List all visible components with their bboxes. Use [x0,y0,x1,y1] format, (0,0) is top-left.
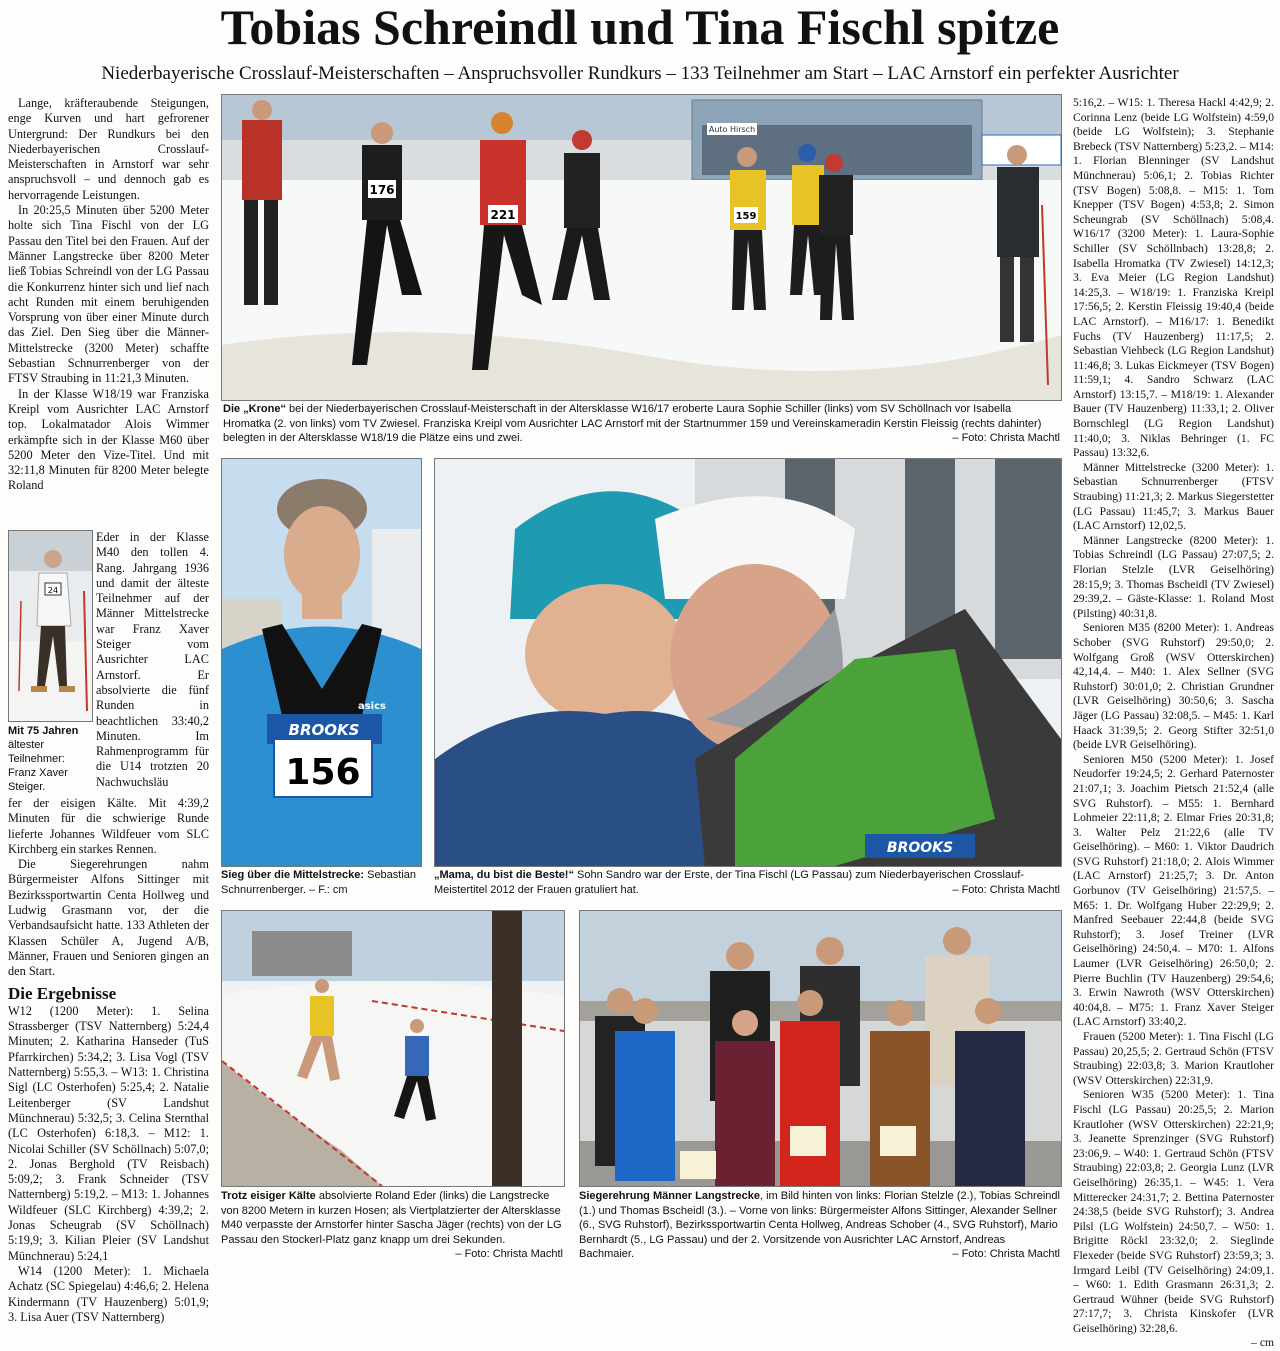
results-text: W12 (1200 Meter): 1. Selina Strassberger (TSV Natternberg) 5:24,4 Minuten; 2. Katharina Hanseder (TuS Pfarrkirchen) 5:34,2; 3. Lisa Vogl (TSV Natternberg) 5:55,3. – W13: 1. Christina Sigl (LC Osterhofen) 5:25,4; 2. Natalie Leitenberger (SV Landshut Münchnerau) 5:32,5; 3. Celina Sternthal (LC Osterhofen) 6:18,3. – M12: 1. Nicolai Schiller (SV Schöllnach) 5:07,0; 2. Jonas Berghold (TV Reisbach) 5:09,2; 3. Frank Schneider (TSV Natternberg) 5:19,2. – M13: 1. Johannes Wildfeuer (SLC Kirchberg) 4:39,2; 2. Jonas Scheugrab (SV Schöllnach) 5:19,9; 3. Kilian Pleier (SV Landshut Münchnerau) 5:24,1 [8,1003,209,1263]
caption-bold: Mit 75 Jahren [8,725,79,737]
photo-steiger [8,530,93,722]
photo-runners [221,94,1062,401]
results-block: Senioren M35 (8200 Meter): 1. Andreas Schober (SVG Ruhstorf) 29:50,0; 2. Wolfgang Groß (WSV Otterskirchen) 42,14,4. – M40: 1. Alex Sellner (SVG Ruhstorf) 30:01,0; 2. Christian Grundner (LVR Geiselhöring) 30:50,6; 3. Sascha Jäger (LG Passau) 32:08,5. – M45: 1. Karl Haack 31:39,5; 2. Georg Stifter 32:51,0 (beide LVR Geiselhöring). [1073,621,1274,752]
results-column-right [1073,96,1274,1350]
subheadline: Niederbayerische Crosslauf-Meisterschaften – Anspruchsvoller Rundkurs – 133 Teilnehmer am Start – LAC Arnstorf ein perfekter Ausrichter [101,63,1179,84]
results-block: Männer Mittelstrecke (3200 Meter): 1. Sebastian Schnurrenberger (FTSV Straubing) 11:21,3; 2. Markus Siegerstetter (LG Passau) 11:45,7; 3. Markus Bauer (LAC Arnstorf) 12,02,5. [1073,460,1274,533]
auto-sign: Auto Hirsch [708,125,756,134]
bib-156: 156 [285,752,361,793]
results-block: Senioren M50 (5200 Meter): 1. Josef Neudorfer 19:24,5; 2. Gerhard Paternoster 21:07,1; 3. Joachim Pietsch 21:52,4 (alle SVG Ruhstorf). – M55: 1. Bernhard Lohmeier 22:11,8; 2. Elmar Fries 20:31,8; 3. Walter Pelz 21:22,6 (alle TV Geiselhöring). – M60: 1. Viktor Daudrich (SVG Ruhstorf) 21:18,0; 2. Alois Wimmer (LAC Arnstorf) 21:25,7; 3. Dr. Anton Gorbunov (TV Geiselhöring) 21:57,5. – M65: 1. Dr. Wolfgang Huber 22:29,9; 2. Manfred Seebauer 22:44,8 (beide SVG Ruhstorf); 3. Josef Treiner (LVR Geiselhöring) 24:50,4. – M70: 1. Alfons Laumer (LVR Geiselhöring) 26:50,0; 2. Pierre Buchlin (TV Hauzenberg) 29:54,6; 3. Erwin Nawroth (WSV Otterskirchen) 40:04,8. – M75: 1. Franz Xaver Steiger (LAC Arnstorf) 33:40,2. [1073,752,1274,1029]
photo-credit: – Foto: Christa Machtl [455,1248,563,1260]
caption-text: absolvierte Roland Eder (links) die Langstrecke von 8200 Metern in kurzen Hosen; als Viertplatzierter der Altersklasse M40 verpasste der Arnstorfer hinter Sascha Jäger (rechts) von der LG Passau den Stockerl-Platz ganz knapp um drei Sekunden. [221,1190,562,1246]
caption-award [579,1189,1060,1262]
caption-bold: Trotz eisiger Kälte [221,1190,316,1202]
photo-credit: – Foto: Christa Machtl [952,1248,1060,1260]
article-paragraph: Die Siegerehrungen nahm Bürgermeister Alfons Sittinger mit Bezirkssportwartin Centa Hollweg und Ludwig Grasmann vor, der die Verbandsaufsicht hatte. 133 Athleten der Klassen Schüler A, Jugend A/B, Männer, Frauen und Senioren gingen an den Start. [8,857,209,979]
results-block: Männer Langstrecke (8200 Meter): 1. Tobias Schreindl (LG Passau) 27:07,5; 2. Florian Stelzle (LVR Geiselhöring) 28:15,9; 3. Thomas Bscheidl (TV Zwiesel) 29:39,2. – Gäste-Klasse: 1. Roland Most (Pilsting) 40:31,8. [1073,533,1274,620]
photo-credit: – Foto: Christa Machtl [952,432,1060,444]
results-text: 5:16,2. – W15: 1. Theresa Hackl 4:42,9; 2. Corinna Lenz (beide LG Wolfstein) 4:59,0 (beide LG Wolfstein); 3. Stephanie Brebeck (TSV Natternberg) 5:23,2. – M14: 1. Florian Blenninger (SV Landshut Münchnerau) 5:06,1; 2. Tobias Richter (TSV Bogen) 5:08,8. – M15: 1. Tom Knepper (TSV Bogen) 4:53,8; 2. Simon Scheungrab (SV Schöllnach) 5:08,4. W16/17 (3200 Meter): 1. Laura-Sophie Schiller (SV Schöllnbach) 13:28,8; 2. Isabella Hromatka (TV Zwiesel) 14:12,3; 3. Eva Meier (LG Region Landshut) 14:25,3. – W18/19: 1. Franziska Kreipl 17:56,5; 2. Kerstin Fleissig 19:40,4 (beide LAC Arnstorf). – M16/17: 1. Benedikt Fuchs (TV Hauzenberg) 11:17,5; 2. Sebastian Viehbeck (LG Region Landshut) 11:46,8; 3. Lukas Eickmeyer (TSV Bogen) 11:59,1; 4. Sandro Schwarz (LAC Arnstorf) 13:15,7. – M18/19: 1. Alexander Bauer (TV Hauzenberg) 11:33,1; 2. Oliver Bornschlegl (LG Region Landshut) 11:40,0; 3. Niklas Behringer (1. FC Passau) 13:32,6. [1073,96,1274,460]
headline: Tobias Schreindl und Tina Fischl spitze [220,0,1060,55]
bib-176: 176 [369,183,395,197]
brooks-logo: BROOKS [886,840,954,856]
article-paragraph: Lange, kräfteraubende Steigungen, enge Kurven und hart gefrorener Untergrund: Der Rundkurs bei den Niederbayerischen Crosslauf-Meisterschaften in Arnstorf war sehr anspruchsvoll – und dennoch gab es hervorragende Leistungen. [8,96,209,202]
results-text: W14 (1200 Meter): 1. Michaela Achatz (SC Spiegelau) 4:46,6; 2. Helena Kindermann (TV Hauzenberg) 5:01,9; 3. Lisa Auer (TSV Natternberg) [8,1263,209,1324]
brooks-logo: BROOKS [288,721,360,739]
caption-bold: „Mama, du bist die Beste!“ [434,869,574,881]
photo-mama [434,458,1062,867]
caption-text: Sebastian Schnurrenberger. – F.: cm [221,869,417,896]
article-column-top [8,96,209,528]
results-heading: Die Ergebnisse [8,983,117,1003]
results-block: Senioren W35 (5200 Meter): 1. Tina Fischl (LG Passau) 20:25,5; 2. Marion Krautloher (WSV Otterskirchen) 22:21,9; 3. Jeanette Sprenzinger (SVG Ruhstorf) 23:06,9. – W40: 1. Gertraud Schön (FTSV Straubing) 22:03,8; 2. Georgia Lunz (LVR Geiselhöring) 26:35,1. – W45: 1. Vera Mitterecker 24:31,7; 2. Bettina Paternoster 24:38,5 (beide SVG Ruhstorf); 3. Andrea Pilsl (LG Wolfstein) 24:50,7. – W50: 1. Brigitte Röckl 23:32,0; 2. Sieglinde Flexeder (beide SVG Ruhstorf) 23:59,3; 3. Irmgard Leibl (TV Geiselhöring) 24:09,1. – W60: 1. Edith Grasmann 26:31,3; 2. Gertraud Wühner (beide SVG Ruhstorf) 27:17,7; 3. Christa Kinskofer (LVR Geiselhöring) 32:28,6. [1073,1088,1274,1335]
caption-bold: Sieg über die Mittelstrecke: [221,869,365,881]
caption-steiger [8,724,93,794]
article-paragraph: Eder in der Klasse M40 den tollen 4. Rang. Jahrgang 1936 und damit der älteste Teilnehmer auf der Männer Mittelstrecke war Franz Xaver Steiger vom Ausrichter LAC Arnstorf. Er absolvierte die fünf Runden in beachtlichen 33:40,2 Minuten. Im Rahmenprogramm für die U14 trotzten 20 Nachwuchsläu [96,530,209,789]
photo-runner-156 [221,458,422,867]
caption-text: Sohn Sandro war der Erste, der Tina Fischl (LG Passau) zum Niederbayerischen Crosslauf-Meistertitel 2012 der Frauen gratuliert hat. [434,869,1024,896]
article-paragraph: In der Klasse W18/19 war Franziska Kreipl vom Ausrichter LAC Arnstorf top. Lokalmatador Alois Wimmer erkämpfte sich in der Klasse M60 über 5200 Meter den Vize-Titel. Und mit 32:11,8 Minuten für 8200 Meter belegte Roland [8,386,209,493]
asics-logo: asics [357,701,387,712]
photo-credit: – Foto: Christa Machtl [952,883,1060,896]
bib-159: 159 [735,211,757,222]
caption-cold [221,1189,563,1262]
caption-main [223,402,1060,446]
bib-24: 24 [47,586,59,595]
bib-221: 221 [490,208,516,222]
photo-cold [221,910,565,1187]
article-paragraph: In 20:25,5 Minuten über 5200 Meter holte sich Tina Fischl von der LG Passau den Titel bei den Frauen. Auf der Männer Langstrecke über 8200 Meter ließ Tobias Schreindl von der LG Passau die Konkurrenz hinter sich und lief nach acht Runden mit einem beruhigenden Vorsprung von über einer Minute durch das Ziel. Den Sieg über die Männer-Mittelstrecke (3200 Meter) schaffte Sebastian Schnurrenberger von der FTSV Straubing in 11:21,3 Minuten. [8,203,209,386]
article-column-bottom [8,796,209,1324]
caption-text: , im Bild hinten von links: Florian Stelzle (2.), Tobias Schreindl (1.) und Thomas Bscheidl (3.). – Vorne von links: Bürgermeister Alfons Sittinger, Alexander Sellner (6., SVG Ruhstorf), Bezirkssportwartin Centa Hollweg, Andreas Schober (4., SVG Ruhstorf), Mario Bernhardt (5., LG Passau) und der 2. Vorsitzende von Ausrichter LAC Arnstorf, Andreas Bachmaier. [579,1190,1060,1260]
author-mark: – cm [1251,1336,1274,1350]
caption-bold: Die „Krone“ [223,403,286,415]
caption-text: bei der Niederbayerischen Crosslauf-Meisterschaft in der Altersklasse W16/17 eroberte Laura Sophie Schiller (links) vom SV Schöllnach vor Isabella Hromatka (2. von links) vom TV Zwiesel. Franziska Kreipl vom Ausrichter LAC Arnstorf mit der Startnummer 159 und Vereinskameradin Kerstin Fleissig (rechts dahinter) belegten in der Altersklasse W18/19 die Plätze eins und zwei. [223,403,1042,444]
photo-award [579,910,1062,1187]
article-column-narrow [96,530,209,796]
results-block: Frauen (5200 Meter): 1. Tina Fischl (LG Passau) 20,25,5; 2. Gertraud Schön (FTSV Straubing) 22:03,8; 3. Marion Krautloher (WSV Otterskirchen) 22:31,9. [1073,1030,1274,1087]
caption-bold: Siegerehrung Männer Langstrecke [579,1190,760,1202]
caption-text: ältester Teilnehmer: Franz Xaver Steiger. [8,739,68,793]
article-paragraph: fer der eisigen Kälte. Mit 4:39,2 Minuten für die schwierige Runde lieferte Johannes Wildfeuer vom SLC Kirchberg ein starkes Rennen. [8,796,209,856]
caption-mama [434,868,1060,897]
caption-runner [221,868,422,897]
